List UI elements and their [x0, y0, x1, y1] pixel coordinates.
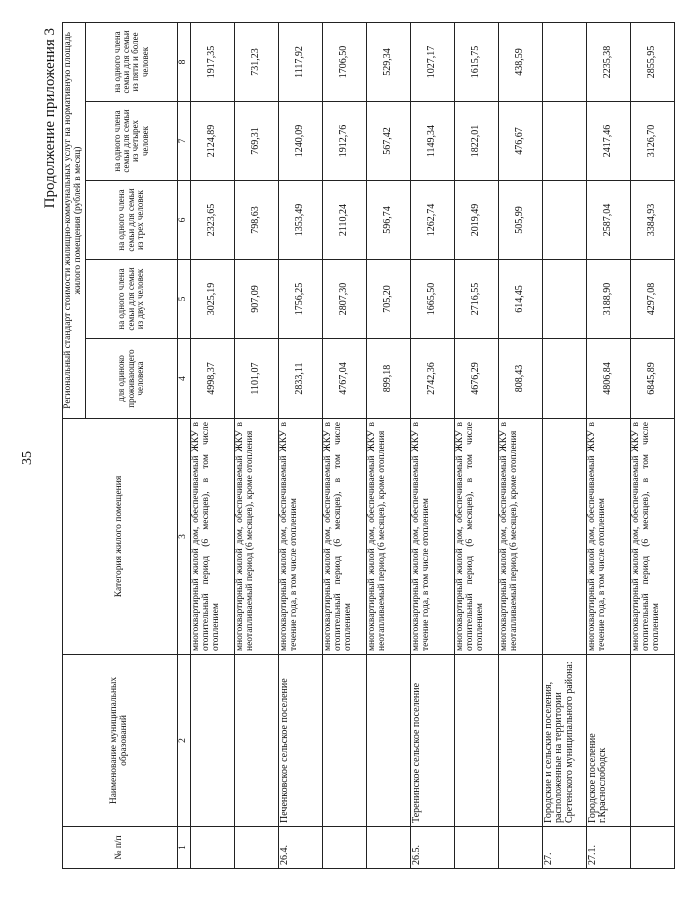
- header-name: Наименование муниципальных образований: [63, 655, 178, 827]
- value-cell: 567,42: [366, 102, 410, 181]
- column-number: 8: [177, 22, 190, 101]
- housing-category: многоквартирный жилой дом, обеспечиваемый ЖКУ в отопительный период (6 месяцев), в том числе отоплением: [322, 419, 366, 655]
- value-cell: 4998,37: [190, 339, 234, 419]
- value-cell: 1912,76: [322, 102, 366, 181]
- value-cell: 3188,90: [586, 260, 630, 339]
- housing-category: многоквартирный жилой дом, обеспечиваемый ЖКУ в течение года, в том числе отоплением: [586, 419, 630, 655]
- value-cell: 705,20: [366, 260, 410, 339]
- row-number: [234, 827, 278, 869]
- value-cell: [542, 102, 586, 181]
- row-number: [454, 827, 498, 869]
- value-cell: 2019,49: [454, 181, 498, 260]
- row-number: [190, 827, 234, 869]
- table-row: [542, 22, 586, 868]
- column-number: 5: [177, 260, 190, 339]
- value-cell: 4297,08: [630, 260, 674, 339]
- value-cell: [542, 22, 586, 101]
- value-cell: 2417,46: [586, 102, 630, 181]
- housing-category: многоквартирный жилой дом, обеспечиваемый ЖКУ в отопительный период (6 месяцев), в том числе отоплением: [454, 419, 498, 655]
- row-number: 27.: [542, 827, 586, 869]
- header-no: № п/п: [63, 827, 178, 869]
- value-cell: 1756,25: [278, 260, 322, 339]
- value-cell: 2742,36: [410, 339, 454, 419]
- municipality-name: [190, 655, 234, 827]
- value-cell: 476,67: [498, 102, 542, 181]
- value-cell: 1615,75: [454, 22, 498, 101]
- value-cell: 596,74: [366, 181, 410, 260]
- housing-category: многоквартирный жилой дом, обеспечиваемый ЖКУ в неотапливаемый период (6 месяцев), кроме отопления: [366, 419, 410, 655]
- table-row: [366, 22, 410, 868]
- table-body: [190, 22, 674, 868]
- column-number-row: [177, 22, 190, 868]
- value-cell: 1353,49: [278, 181, 322, 260]
- municipality-name: [366, 655, 410, 827]
- value-cell: 1117,92: [278, 22, 322, 101]
- value-cell: 2323,65: [190, 181, 234, 260]
- value-cell: 1149,34: [410, 102, 454, 181]
- value-cell: 1027,17: [410, 22, 454, 101]
- row-number: [366, 827, 410, 869]
- row-number: 26.4.: [278, 827, 322, 869]
- column-number: 4: [177, 339, 190, 419]
- table-row: [234, 22, 278, 868]
- value-cell: 529,34: [366, 22, 410, 101]
- table-row: [322, 22, 366, 868]
- housing-category: многоквартирный жилой дом, обеспечиваемый ЖКУ в отопительный период (6 месяцев), в том числе отоплением: [190, 419, 234, 655]
- row-number: 26.5.: [410, 827, 454, 869]
- value-cell: 4806,84: [586, 339, 630, 419]
- row-number: [498, 827, 542, 869]
- value-cell: 3126,70: [630, 102, 674, 181]
- table-row: [586, 22, 630, 868]
- value-cell: 614,45: [498, 260, 542, 339]
- housing-category: [542, 419, 586, 655]
- housing-category: многоквартирный жилой дом, обеспечиваемый ЖКУ в отопительный период (6 месяцев), в том числе отоплением: [630, 419, 674, 655]
- value-cell: 2110,24: [322, 181, 366, 260]
- housing-category: многоквартирный жилой дом, обеспечиваемый ЖКУ в течение года, в том числе отоплением: [278, 419, 322, 655]
- column-number: 7: [177, 102, 190, 181]
- value-cell: [542, 339, 586, 419]
- header-sub-5: на одного члена семьи для семьи из пяти и более человек: [85, 22, 177, 101]
- housing-category: многоквартирный жилой дом, обеспечиваемый ЖКУ в течение года, в том числе отоплением: [410, 419, 454, 655]
- table-row: [630, 22, 674, 868]
- municipality-name: [234, 655, 278, 827]
- value-cell: 2235,38: [586, 22, 630, 101]
- header-sub-2: на одного члена семьи для семьи из двух человек: [85, 260, 177, 339]
- value-cell: 1706,50: [322, 22, 366, 101]
- column-number: 3: [177, 419, 190, 655]
- value-cell: 2807,30: [322, 260, 366, 339]
- table-row: [498, 22, 542, 868]
- municipality-name: [630, 655, 674, 827]
- value-cell: 4767,04: [322, 339, 366, 419]
- value-cell: 1822,01: [454, 102, 498, 181]
- value-cell: 731,23: [234, 22, 278, 101]
- municipality-name: [498, 655, 542, 827]
- table-row: [278, 22, 322, 868]
- value-cell: [542, 260, 586, 339]
- table-row: [190, 22, 234, 868]
- value-cell: 505,99: [498, 181, 542, 260]
- column-number: 1: [177, 827, 190, 869]
- value-cell: 1240,09: [278, 102, 322, 181]
- header-sub-4: на одного члена семьи для семьи из четырех человек: [85, 102, 177, 181]
- value-cell: 2855,95: [630, 22, 674, 101]
- value-cell: 1917,35: [190, 22, 234, 101]
- header-sub-3: на одного члена семьи для семьи из трех человек: [85, 181, 177, 260]
- housing-category: многоквартирный жилой дом, обеспечиваемый ЖКУ в неотапливаемый период (6 месяцев), кроме отопления: [234, 419, 278, 655]
- header-category: Категория жилого помещения: [63, 419, 178, 655]
- housing-category: многоквартирный жилой дом, обеспечиваемый ЖКУ в неотапливаемый период (6 месяцев), кроме отопления: [498, 419, 542, 655]
- municipality-name: Городские и сельские поселения, расположенные на территории Сретенского муниципального района:: [542, 655, 586, 827]
- value-cell: [542, 181, 586, 260]
- value-cell: 4676,29: [454, 339, 498, 419]
- column-number: 2: [177, 655, 190, 827]
- value-cell: 6845,89: [630, 339, 674, 419]
- value-cell: 2124,89: [190, 102, 234, 181]
- municipality-name: Печенковское сельское поселение: [278, 655, 322, 827]
- value-cell: 1262,74: [410, 181, 454, 260]
- value-cell: 3025,19: [190, 260, 234, 339]
- municipality-name: [454, 655, 498, 827]
- value-cell: 2587,04: [586, 181, 630, 260]
- municipality-name: Городское поселение г.Краснослободск: [586, 655, 630, 827]
- value-cell: 798,63: [234, 181, 278, 260]
- value-cell: 2833,11: [278, 339, 322, 419]
- value-cell: 438,59: [498, 22, 542, 101]
- standard-table: [62, 22, 675, 869]
- table-row: [410, 22, 454, 868]
- column-number: 6: [177, 181, 190, 260]
- row-number: [630, 827, 674, 869]
- value-cell: 899,18: [366, 339, 410, 419]
- municipality-name: [322, 655, 366, 827]
- value-cell: 1101,07: [234, 339, 278, 419]
- page-number: 35: [20, 451, 35, 465]
- municipality-name: Теренинское сельское поселение: [410, 655, 454, 827]
- value-cell: 1665,50: [410, 260, 454, 339]
- value-cell: 2716,55: [454, 260, 498, 339]
- header-standard: Региональный стандарт стоимости жилищно-коммунальных услуг на нормативную площадь жилого помещения (рублей в месяц): [63, 22, 86, 418]
- value-cell: 769,31: [234, 102, 278, 181]
- value-cell: 907,09: [234, 260, 278, 339]
- value-cell: 3384,93: [630, 181, 674, 260]
- table-row: [454, 22, 498, 868]
- value-cell: 808,43: [498, 339, 542, 419]
- appendix-title: Продолжение приложения 3: [42, 28, 58, 209]
- row-number: 27.1.: [586, 827, 630, 869]
- header-sub-1: для одиноко проживающего человека: [85, 339, 177, 419]
- row-number: [322, 827, 366, 869]
- header-row-1: [63, 22, 86, 868]
